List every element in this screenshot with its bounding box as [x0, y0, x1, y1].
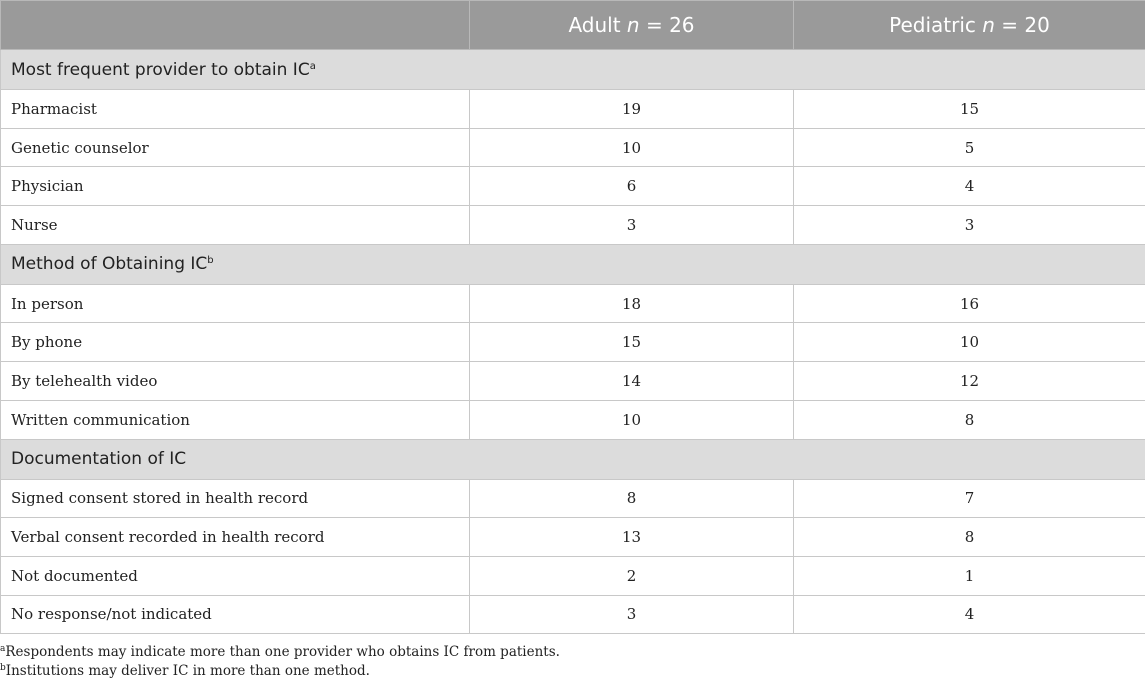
adult-value: 19 [470, 90, 794, 129]
table-row [1, 479, 1145, 518]
section-title: Documentation of IC [1, 439, 1145, 479]
pediatric-value: 1 [794, 556, 1145, 595]
row-label: By phone [1, 323, 470, 362]
table-row [1, 556, 1145, 595]
adult-value: 2 [470, 556, 794, 595]
table-row [1, 400, 1145, 439]
row-label: Verbal consent recorded in health record [1, 518, 470, 557]
table-row [1, 595, 1145, 634]
header-row [1, 1, 1145, 50]
adult-value: 3 [470, 206, 794, 245]
adult-value: 10 [470, 400, 794, 439]
adult-value: 14 [470, 362, 794, 401]
section-title: Most frequent provider to obtain $IC^a$ [1, 50, 1145, 90]
adult-value: 8 [470, 479, 794, 518]
pediatric-value: 16 [794, 284, 1145, 323]
table-row [1, 206, 1145, 245]
footnote: $^a$Respondents may indicate more than one provider who obtains IC from patients. [0, 640, 560, 659]
footnote: $^b$Institutions may deliver IC in more than one method. [0, 659, 560, 678]
table-row [1, 128, 1145, 167]
table-row [1, 90, 1145, 129]
row-label: Not documented [1, 556, 470, 595]
pediatric-value: 10 [794, 323, 1145, 362]
footnotes [0, 640, 560, 678]
row-label: Pharmacist [1, 90, 470, 129]
table-row [1, 362, 1145, 401]
table-row [1, 167, 1145, 206]
row-label: By telehealth video [1, 362, 470, 401]
pediatric-value: 7 [794, 479, 1145, 518]
row-label: Nurse [1, 206, 470, 245]
table-row [1, 284, 1145, 323]
header-blank-cell [1, 1, 470, 50]
pediatric-value: 3 [794, 206, 1145, 245]
section-title: Method of Obtaining $IC^b$ [1, 244, 1145, 284]
pediatric-value: 8 [794, 518, 1145, 557]
pediatric-value: 5 [794, 128, 1145, 167]
pediatric-value: 4 [794, 595, 1145, 634]
row-label: Written communication [1, 400, 470, 439]
adult-value: 15 [470, 323, 794, 362]
row-label: Signed consent stored in health record [1, 479, 470, 518]
table-row [1, 518, 1145, 557]
pediatric-value: 12 [794, 362, 1145, 401]
header-adult: Adult n = 26 [470, 1, 794, 50]
section-row [1, 50, 1145, 90]
adult-value: 13 [470, 518, 794, 557]
row-label: In person [1, 284, 470, 323]
section-row [1, 244, 1145, 284]
table-row [1, 323, 1145, 362]
row-label: Physician [1, 167, 470, 206]
pediatric-value: 15 [794, 90, 1145, 129]
row-label: No response/not indicated [1, 595, 470, 634]
adult-value: 10 [470, 128, 794, 167]
row-label: Genetic counselor [1, 128, 470, 167]
pediatric-value: 4 [794, 167, 1145, 206]
pediatric-value: 8 [794, 400, 1145, 439]
section-row [1, 439, 1145, 479]
adult-value: 18 [470, 284, 794, 323]
adult-value: 6 [470, 167, 794, 206]
header-pediatric: Pediatric n = 20 [794, 1, 1145, 50]
adult-value: 3 [470, 595, 794, 634]
